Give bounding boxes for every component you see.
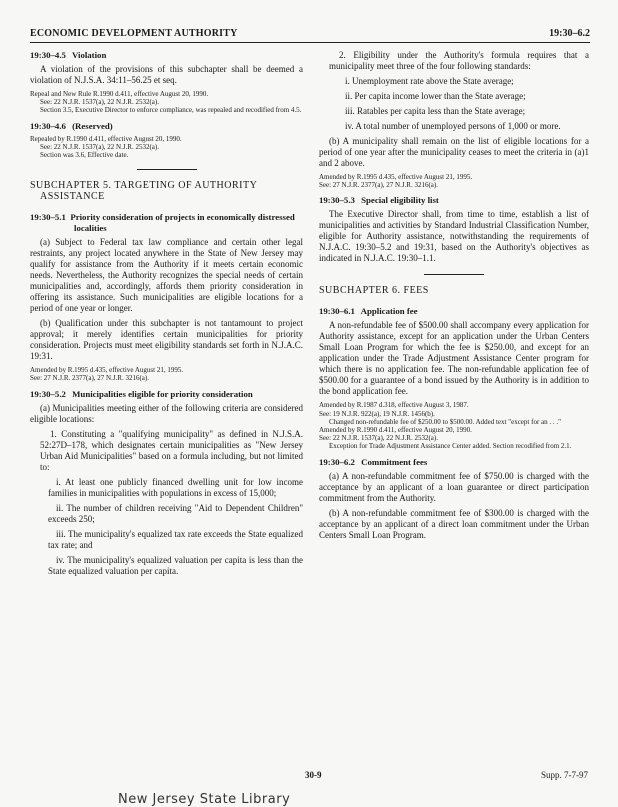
section-number: 19:30–4.6	[30, 120, 66, 131]
section-heading	[30, 50, 303, 61]
note-line: Section was 3.6, Effective date.	[40, 151, 129, 160]
section-title: Priority consideration of projects in economically distressed localities	[70, 212, 295, 234]
section-title: Violation	[71, 50, 107, 60]
section-title: Special eligibility list	[361, 195, 439, 206]
note-line: Amended by R.1995 d.435, effective August 21, 1995.	[30, 366, 184, 375]
header-title: ECONOMIC DEVELOPMENT AUTHORITY	[30, 28, 238, 39]
section-number: 19:30–5.2	[30, 388, 66, 399]
history-note	[319, 401, 589, 450]
section-number: 19:30–6.2	[319, 456, 355, 467]
supplement-date: Supp. 7-7-97	[541, 770, 588, 780]
paragraph: (a) Subject to Federal tax law compliance and certain other legal restraints, any project located anywhere in the State of New Jersey may qualify for assistance from the Authority if it meets certain economic needs. Nevertheless, the Authority recognizes the special needs of certain municipalities and, accordingly, affords them priority consideration in offering its assistance. Such municipalities are eligible locations for a period of one year or longer.	[30, 237, 303, 314]
list-item: 2. Eligibility under the Authority's formula requires that a municipality meet three of the four following standards:	[329, 50, 589, 71]
history-note	[30, 90, 303, 115]
note-line: Repealed by R.1990 d.411, effective August 20, 1990.	[30, 134, 182, 143]
note-line: Repeal and New Rule R.1990 d.411, effective August 20, 1990.	[30, 90, 209, 98]
header-section: 19:30–6.2	[549, 28, 590, 39]
history-note	[319, 173, 589, 189]
section-heading	[319, 457, 589, 468]
section-title: Municipalities eligible for priority consideration	[72, 388, 253, 399]
running-header	[30, 28, 590, 43]
history-note	[30, 135, 303, 160]
list-item: iv. The municipality's equalized valuation per capita is less than the State equalized valuation per capita.	[48, 554, 303, 576]
paragraph: (b) A municipality shall remain on the list of eligible locations for a period of one year after the municipality ceases to meet the criteria in (a)1 and 2 above.	[319, 136, 589, 168]
paragraph: (b) A non-refundable commitment fee of $300.00 is charged with the acceptance by an applicant of a direct loan commitment under the Urban Centers Small Loan Program.	[319, 507, 589, 540]
section-number: 19:30–5.1	[30, 212, 66, 223]
note-line: See: 22 N.J.R. 1537(a), 22 N.J.R. 2532(a).	[40, 142, 159, 151]
note-line: Amended by R.1995 d.435, effective August 21, 1995.	[319, 173, 473, 181]
list-item: iii. The municipality's equalized tax rate exceeds the State equalized tax rate; and	[48, 528, 303, 550]
note-line: Changed non-refundable fee of $250.00 to $500.00. Added text "except for an . . ."	[329, 417, 561, 426]
paragraph: The Executive Director shall, from time to time, establish a list of municipalities and activities by Standard Industrial Classification Number, eligible for Authority assistance, notwithstanding the requirements of N.J.A.C. 19:30–5.2 and 19:31, based on the Authority's objectives as indicated in N.J.A.C. 19:30–1.1.	[319, 209, 589, 264]
page-number: 30-9	[305, 770, 322, 780]
list-item: ii. The number of children receiving "Aid to Dependent Children" exceeds 250;	[48, 502, 303, 524]
list-item: i. Unemployment rate above the State average;	[345, 76, 514, 86]
subchapter-heading: SUBCHAPTER 5. TARGETING OF AUTHORITY ASSISTANCE	[30, 180, 257, 203]
subchapter-heading: SUBCHAPTER 6. FEES	[319, 285, 429, 297]
section-number: 19:30–6.1	[319, 306, 355, 317]
section-heading	[30, 121, 303, 132]
divider	[424, 274, 484, 275]
note-line: Exception for Trade Adjustment Assistance Center added. Section recodified from 2.1.	[329, 442, 572, 451]
list-item: iii. Ratables per capita less than the State average;	[345, 106, 526, 116]
paragraph: A violation of the provisions of this subchapter shall be deemed a violation of N.J.S.A. 34:11–56.25 et seq.	[30, 64, 303, 85]
note-line: See: 19 N.J.R. 922(a), 19 N.J.R. 1456(b).	[319, 409, 435, 418]
section-number: 19:30–5.3	[319, 195, 355, 206]
section-heading	[319, 195, 589, 206]
divider	[137, 169, 197, 170]
section-title: (Reserved)	[72, 120, 113, 131]
list-item: ii. Per capita income lower than the State average;	[345, 91, 526, 101]
note-line: Amended by R.1990 d.411, effective August 20, 1990.	[319, 426, 472, 435]
note-line: Amended by R.1987 d.318, effective August 3, 1987.	[319, 401, 469, 410]
library-stamp: New Jersey State Library	[118, 792, 291, 807]
list-item: i. At least one publicly financed dwelling unit for low income families in municipalities with populations in excess of 15,000;	[48, 476, 303, 498]
list-item: 1. Constituting a "qualifying municipality" as defined in N.J.S.A. 52:27D–178, which designates certain municipalities as "New Jersey Urban Aid Municipalities" based on a formula including, but not limited to:	[40, 428, 303, 472]
note-line: See: 22 N.J.R. 1537(a), 22 N.J.R. 2532(a).	[40, 98, 159, 107]
note-line: See: 27 N.J.R. 2377(a), 27 N.J.R. 3216(a).	[319, 181, 438, 190]
note-line: See: 22 N.J.R. 1537(a), 22 N.J.R. 2532(a).	[319, 434, 438, 443]
paragraph: A non-refundable fee of $500.00 shall accompany every application for Authority assistance, except for an application under the Urban Centers Small Loan Program for which the fee is $250.00, and except for an application under the Trade Adjustment Assistance Center program for which there is no application fee. The non-refundable application fee of $500.00 for a guarantee of a bond issued by the Authority is in addition to the bond application fee.	[319, 320, 589, 397]
paragraph: (a) A non-refundable commitment fee of $750.00 is charged with the acceptance by an applicant of a loan guarantee or direct participation commitment from the Authority.	[319, 470, 589, 503]
paragraph: (b) Qualification under this subchapter is not tantamount to project approval; it merely identifies certain municipalities for priority consideration. Projects must meet eligibility standards set forth in N.J.A.C. 19:31.	[30, 318, 303, 362]
section-heading	[30, 212, 303, 234]
history-note	[30, 366, 303, 382]
paragraph: (a) Municipalities meeting either of the following criteria are considered eligible locations:	[30, 402, 303, 424]
list-item: iv. A total number of unemployed persons of 1,000 or more.	[345, 121, 561, 131]
section-heading	[319, 306, 589, 317]
note-line: See: 27 N.J.R. 2377(a), 27 N.J.R. 3216(a).	[30, 374, 149, 383]
right-column	[319, 50, 589, 545]
section-number: 19:30–4.5	[30, 50, 66, 60]
left-column	[30, 50, 303, 581]
section-title: Application fee	[360, 306, 418, 317]
section-title: Commitment fees	[361, 456, 428, 467]
note-line: Section 3.5, Executive Director to enforce compliance, was repealed and recodified from 4.5.	[40, 106, 302, 115]
section-heading	[30, 389, 303, 400]
